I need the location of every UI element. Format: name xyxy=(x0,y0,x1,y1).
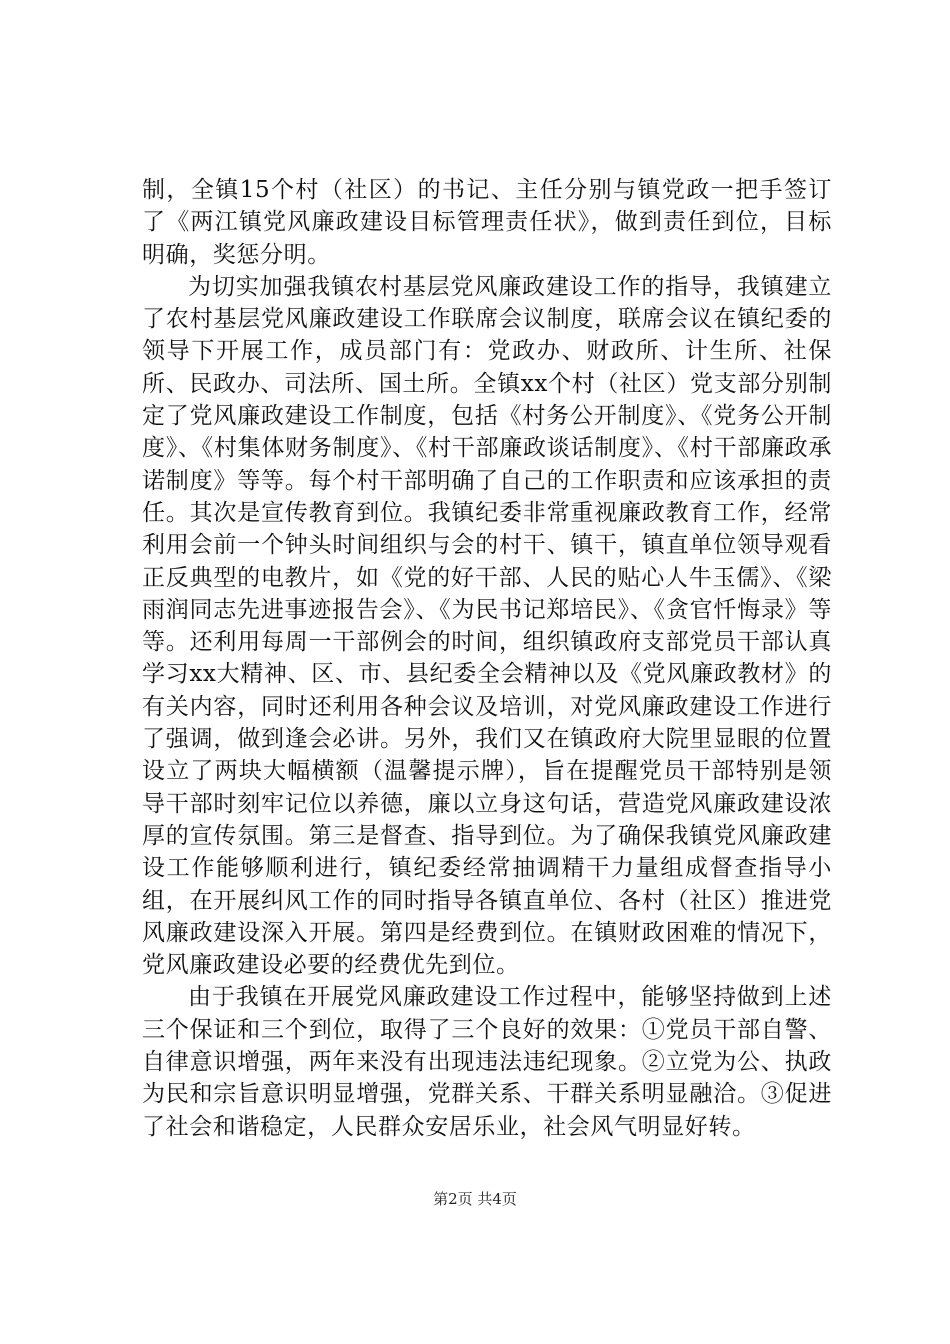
page-number-footer: 第2页 共4页 xyxy=(433,1190,517,1208)
document-body xyxy=(142,174,832,1143)
paragraph-continuation: 制，全镇15个村（社区）的书记、主任分别与镇党政一把手签订了《两江镇党风廉政建设目标管理责任状》，做到责任到位，目标明确，奖惩分明。 xyxy=(142,177,832,268)
paragraph-results: 由于我镇在开展党风廉政建设工作过程中，能够坚持做到上述三个保证和三个到位，取得了三个良好的效果：①党员干部自警、自律意识增强，两年来没有出现违法违纪现象。②立党为公、执政为民和宗旨意识明显增强，党群关系、干群关系明显融洽。③促进了社会和谐稳定，人民群众安居乐业，社会风气明显好转。 xyxy=(142,984,832,1140)
paragraph-work-system: 为切实加强我镇农村基层党风廉政建设工作的指导，我镇建立了农村基层党风廉政建设工作联席会议制度，联席会议在镇纪委的领导下开展工作，成员部门有：党政办、财政所、计生所、社保所、民政办、司法所、国土所。全镇xx个村（社区）党支部分别制定了党风廉政建设工作制度，包括《村务公开制度》、《党务公开制度》、《村集体财务制度》、《村干部廉政谈话制度》、《村干部廉政承诺制度》等等。每个村干部明确了自己的工作职责和应该承担的责任。其次是宣传教育到位。我镇纪委非常重视廉政教育工作，经常利用会前一个钟头时间组织与会的村干、镇干，镇直单位领导观看正反典型的电教片，如《党的好干部、人民的贴心人牛玉儒》、《梁雨润同志先进事迹报告会》、《为民书记郑培民》、《贪官忏悔录》等等。还利用每周一干部例会的时间，组织镇政府支部党员干部认真学习xx大精神、区、市、县纪委全会精神以及《党风廉政教材》的有关内容，同时还利用各种会议及培训，对党风廉政建设工作进行了强调，做到逢会必讲。另外，我们又在镇政府大院里显眼的位置设立了两块大幅横额（温馨提示牌），旨在提醒党员干部特别是领导干部时刻牢记位以养德，廉以立身这句话，营造党风廉政建设浓厚的宣传氛围。第三是督查、指导到位。为了确保我镇党风廉政建设工作能够顺利进行，镇纪委经常抽调精干力量组成督查指导小组，在开展纠风工作的同时指导各镇直单位、各村（社区）推进党风廉政建设深入开展。第四是经费到位。在镇财政困难的情况下，党风廉政建设必要的经费优先到位。 xyxy=(142,273,832,979)
